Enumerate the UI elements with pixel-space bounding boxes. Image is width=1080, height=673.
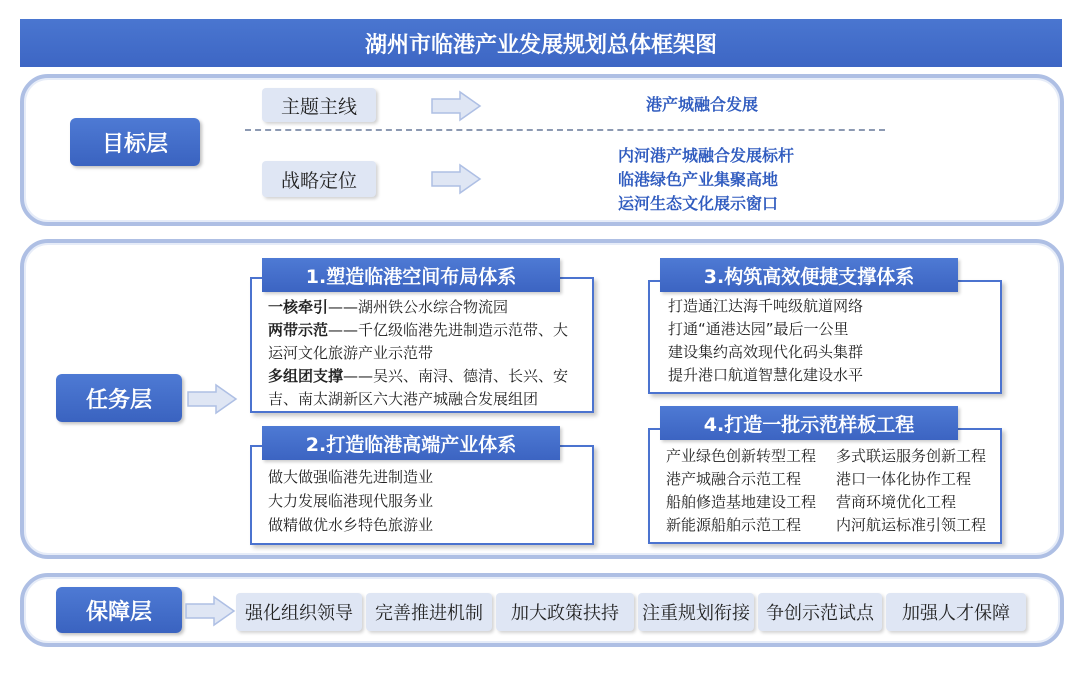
task-box-4-right-1: 多式联运服务创新工程: [836, 447, 987, 465]
task-box-1-line-1: 一核牵引——湖州铁公水综合物流园: [268, 298, 509, 316]
guarantee-item-5: 争创示范试点: [758, 593, 882, 631]
task-box-4-title: 4.打造一批示范样板工程: [660, 406, 958, 440]
task-box-2-line-3: 做精做优水乡特色旅游业: [268, 516, 434, 534]
guarantee-item-4: 注重规划衔接: [638, 593, 754, 631]
theme-pill: 主题主线: [262, 88, 376, 122]
task-box-3-line-3: 建设集约高效现代化码头集群: [668, 343, 864, 361]
task-box-4-left-3: 船舶修造基地建设工程: [666, 493, 817, 511]
task-box-4-right-4: 内河航运标准引领工程: [836, 516, 987, 534]
task-box-4-left-2: 港产城融合示范工程: [666, 470, 802, 488]
task-box-4-right-3: 营商环境优化工程: [836, 493, 957, 511]
task-arrow-icon: [186, 383, 238, 415]
task-box-4-left-1: 产业绿色创新转型工程: [666, 447, 817, 465]
task-box-4-right-2: 港口一体化协作工程: [836, 470, 972, 488]
positioning-arrow-icon: [430, 163, 482, 195]
guarantee-item-6: 加强人才保障: [886, 593, 1026, 631]
task-box-1-title: 1.塑造临港空间布局体系: [262, 258, 560, 292]
task-box-2-title: 2.打造临港高端产业体系: [262, 426, 560, 460]
guarantee-item-1: 强化组织领导: [236, 593, 362, 631]
task-box-1-line-4: 多组团支撑——吴兴、南浔、德清、长兴、安: [268, 367, 569, 385]
task-box-4-left-4: 新能源船舶示范工程: [666, 516, 802, 534]
guarantee-layer-label: 保障层: [56, 587, 182, 633]
task-box-1-line-3: 运河文化旅游产业示范带: [268, 344, 434, 362]
guarantee-item-3: 加大政策扶持: [496, 593, 634, 631]
guarantee-item-2: 完善推进机制: [366, 593, 492, 631]
task-box-1-line-2: 两带示范——千亿级临港先进制造示范带、大: [268, 321, 569, 339]
positioning-line-3: 运河生态文化展示窗口: [618, 194, 779, 213]
task-box-2-line-1: 做大做强临港先进制造业: [268, 468, 434, 486]
theme-arrow-icon: [430, 90, 482, 122]
diagram-title: 湖州市临港产业发展规划总体框架图: [20, 19, 1062, 67]
goal-divider: [245, 129, 885, 131]
task-box-3-line-4: 提升港口航道智慧化建设水平: [668, 366, 864, 384]
task-box-3-line-2: 打通“通港达园”最后一公里: [668, 320, 849, 338]
positioning-line-2: 临港绿色产业集聚高地: [618, 170, 779, 189]
task-box-3-line-1: 打造通江达海千吨级航道网络: [668, 297, 864, 315]
theme-text: 港产城融合发展: [645, 95, 758, 114]
task-box-3-title: 3.构筑高效便捷支撑体系: [660, 258, 958, 292]
positioning-line-1: 内河港产城融合发展标杆: [618, 146, 795, 165]
guarantee-arrow-icon: [184, 595, 236, 627]
positioning-pill: 战略定位: [262, 161, 376, 197]
task-box-2-line-2: 大力发展临港现代服务业: [268, 492, 434, 510]
goal-layer-label: 目标层: [70, 118, 200, 166]
task-layer-label: 任务层: [56, 374, 182, 422]
task-box-1-line-5: 吉、南太湖新区六大港产城融合发展组团: [268, 390, 539, 408]
